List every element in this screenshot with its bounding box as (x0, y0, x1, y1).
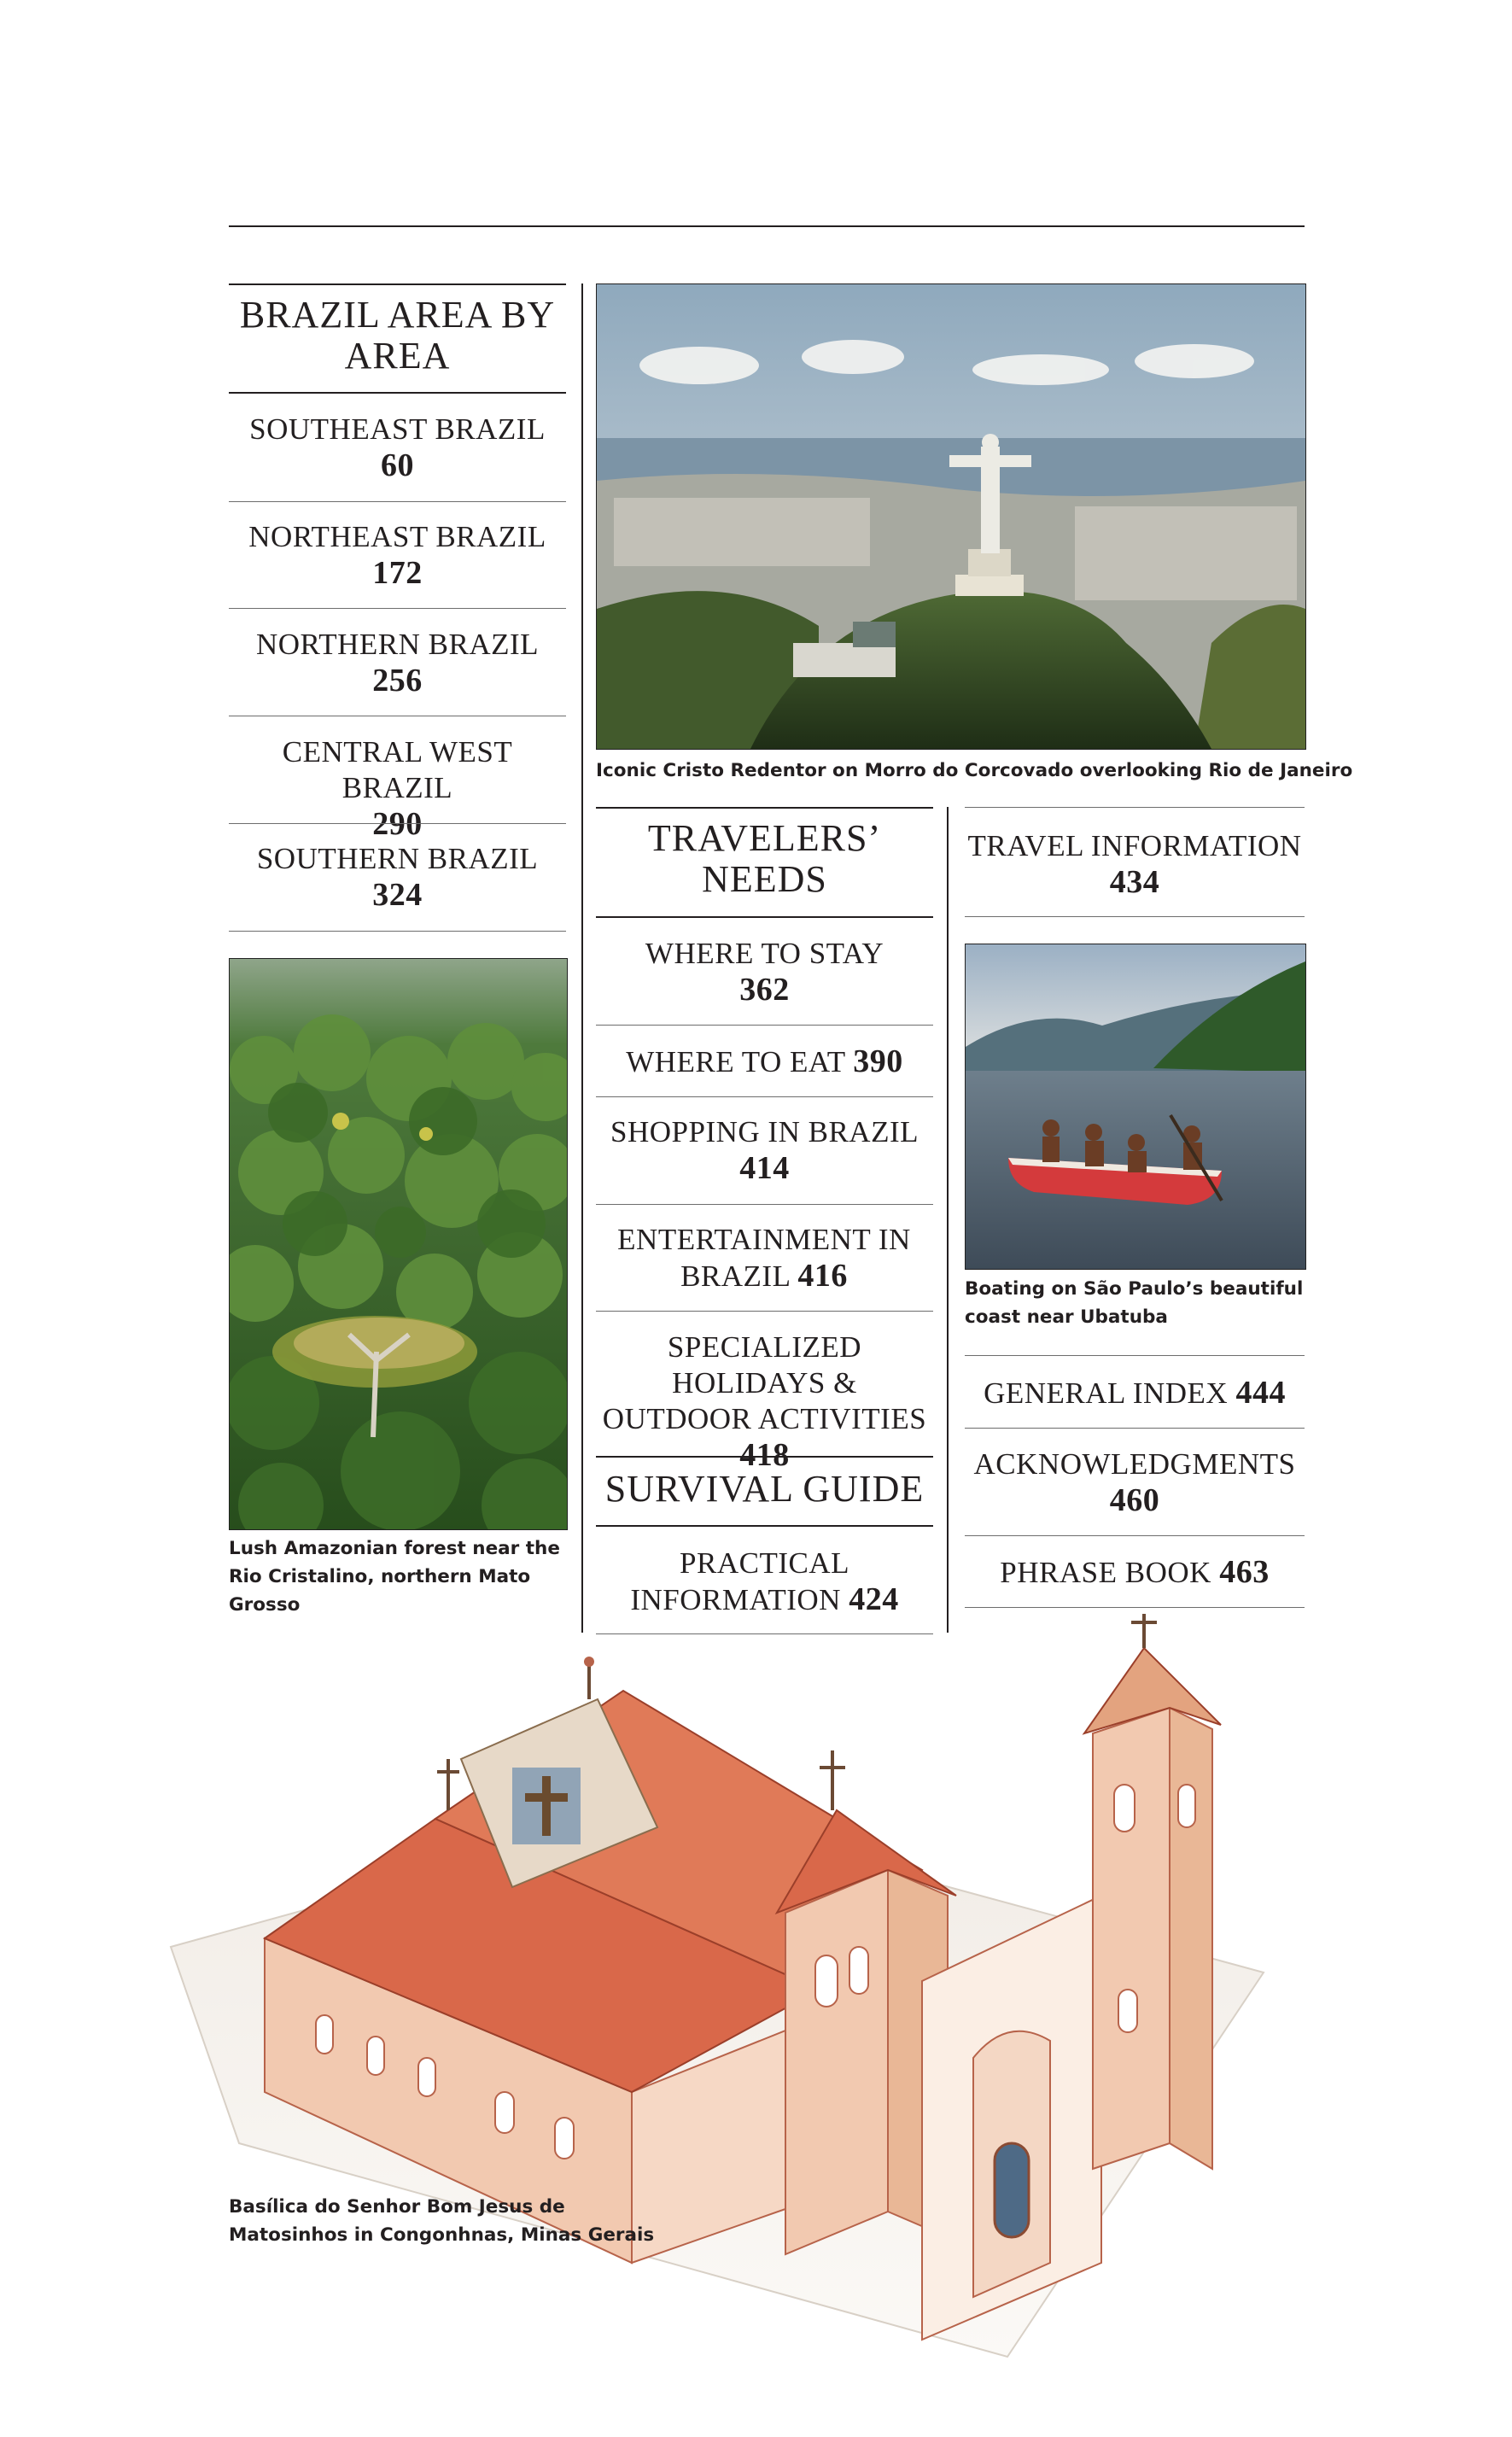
travelers-heading-top-rule (596, 807, 933, 809)
toc-entry-practical-information[interactable] (596, 1546, 933, 1618)
area-heading-bottom-rule (229, 392, 566, 394)
survival-heading-bottom-rule (596, 1525, 933, 1527)
entry-page: 390 (853, 1043, 903, 1079)
entry-label: SOUTHERN BRAZIL (256, 842, 539, 875)
travelers-heading-bottom-rule (596, 916, 933, 918)
entry-page: 172 (372, 555, 423, 591)
toc-entry-southeast[interactable] (229, 412, 566, 483)
area-section-heading: BRAZIL AREA BY AREA (239, 294, 556, 377)
toc-entry-general-index[interactable] (965, 1375, 1305, 1411)
entry-divider (965, 1355, 1305, 1356)
travelers-needs-heading: TRAVELERS’ NEEDS (647, 817, 882, 900)
entry-divider (229, 608, 566, 609)
entry-divider (596, 1311, 933, 1312)
toc-entry-northern[interactable] (229, 627, 566, 698)
entry-page: 434 (1109, 864, 1160, 900)
cristo-caption: Iconic Cristo Redentor on Morro do Corcovado overlooking Rio de Janeiro (596, 760, 1353, 781)
entry-divider (965, 1428, 1305, 1429)
toc-entry-where-to-eat[interactable] (596, 1043, 933, 1080)
toc-entry-travel-information[interactable] (965, 828, 1305, 900)
toc-entry-phrase-book[interactable] (965, 1554, 1305, 1591)
toc-entry-specialized-holidays[interactable] (596, 1330, 933, 1474)
toc-entry-central-west[interactable] (229, 734, 566, 842)
entry-label: PHRASE BOOK (1000, 1556, 1211, 1589)
basilica-caption: Basílica do Senhor Bom Jesus de Matosinhos in Congonhnas, Minas Gerais (229, 2196, 655, 2246)
toc-entry-northeast[interactable] (229, 519, 566, 591)
column-separator-right (947, 807, 949, 1633)
entry-label: TRAVEL INFORMATION (967, 829, 1302, 862)
entry-divider (965, 916, 1305, 917)
entry-divider (596, 1025, 933, 1026)
boating-photo (965, 944, 1306, 1270)
entry-divider (229, 501, 566, 502)
toc-entry-southern[interactable] (229, 841, 566, 913)
entry-label: CENTRAL WEST BRAZIL (282, 735, 513, 804)
entry-label: NORTHEAST BRAZIL (248, 520, 546, 553)
entry-divider (596, 1204, 933, 1205)
survival-heading-top-rule (596, 1456, 933, 1458)
entry-page: 416 (797, 1258, 848, 1294)
top-header-rule (229, 225, 1305, 227)
entry-page: 290 (372, 806, 423, 842)
entry-divider (965, 807, 1305, 808)
entry-label: GENERAL INDEX (984, 1376, 1229, 1410)
entry-label: WHERE TO EAT (626, 1045, 846, 1078)
forest-caption: Lush Amazonian forest near the Rio Cristalino, northern Mato Grosso (229, 1538, 560, 1616)
entry-page: 60 (381, 447, 414, 483)
entry-page: 256 (372, 663, 423, 698)
entry-divider (965, 1535, 1305, 1536)
forest-photo (229, 958, 568, 1530)
entry-page: 463 (1219, 1554, 1270, 1590)
entry-label: ENTERTAINMENT IN BRAZIL (617, 1223, 911, 1293)
toc-entry-acknowledgments[interactable] (965, 1446, 1305, 1518)
entry-page: 444 (1235, 1375, 1286, 1411)
area-heading-top-rule (229, 283, 566, 285)
entry-label: SHOPPING IN BRAZIL (610, 1115, 919, 1148)
entry-page: 418 (739, 1437, 790, 1473)
entry-page: 424 (849, 1581, 899, 1617)
toc-entry-where-to-stay[interactable] (596, 936, 933, 1008)
entry-label: SOUTHEAST BRAZIL (249, 412, 546, 446)
survival-guide-heading: SURVIVAL GUIDE (604, 1468, 925, 1510)
entry-divider (596, 1096, 933, 1097)
toc-entry-shopping[interactable] (596, 1114, 933, 1186)
boating-caption: Boating on São Paulo’s beautiful coast near Ubatuba (965, 1278, 1304, 1328)
cristo-redentor-photo (596, 283, 1306, 750)
entry-divider (229, 931, 566, 932)
entry-label: NORTHERN BRAZIL (255, 628, 540, 661)
entry-label: WHERE TO STAY (645, 937, 884, 970)
entry-divider (965, 1607, 1305, 1608)
entry-page: 460 (1109, 1482, 1160, 1518)
entry-label: SPECIALIZED HOLIDAYS & OUTDOOR ACTIVITIES (602, 1330, 927, 1435)
entry-page: 324 (372, 877, 423, 913)
toc-entry-entertainment[interactable] (615, 1222, 914, 1294)
entry-divider (229, 823, 566, 824)
entry-page: 414 (739, 1150, 790, 1186)
basilica-illustration (154, 1614, 1281, 2365)
entry-page: 362 (739, 972, 790, 1008)
entry-label: ACKNOWLEDGMENTS (973, 1447, 1296, 1481)
entry-label: PRACTICAL INFORMATION (630, 1546, 849, 1616)
column-separator-left (581, 283, 583, 1633)
